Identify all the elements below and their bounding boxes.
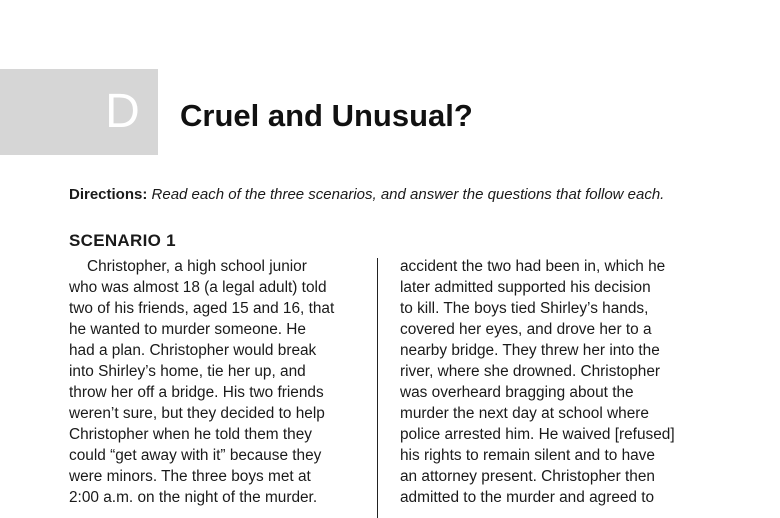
text-line: his rights to remain silent and to have (400, 447, 655, 464)
text-line: 2:00 a.m. on the night of the murder. (69, 489, 318, 506)
directions-text: Read each of the three scenarios, and answer the questions that follow each. (151, 186, 665, 203)
text-line: who was almost 18 (a legal adult) told (69, 279, 327, 296)
text-line: Christopher when he told them they (69, 426, 312, 443)
text-line: he wanted to murder someone. He (69, 321, 306, 338)
page-title: Cruel and Unusual? (180, 98, 473, 133)
text-line: nearby bridge. They threw her into the (400, 342, 660, 359)
text-line: river, where she drowned. Christopher (400, 363, 661, 380)
scenario-heading: SCENARIO 1 (69, 231, 176, 250)
text-line: Christopher, a high school junior (87, 258, 307, 275)
text-line: police arrested him. He waived [refused] (400, 426, 675, 443)
text-line: an attorney present. Christopher then (400, 468, 655, 485)
text-line: weren’t sure, but they decided to help (69, 405, 325, 422)
text-line: covered her eyes, and drove her to a (400, 321, 652, 338)
scenario-text-right-column (400, 256, 700, 508)
text-line: two of his friends, aged 15 and 16, that (69, 300, 335, 317)
text-line: accident the two had been in, which he (400, 258, 666, 275)
directions (69, 184, 759, 206)
text-line: were minors. The three boys met at (69, 468, 311, 485)
column-divider (377, 258, 378, 518)
text-line: was overheard bragging about the (400, 384, 634, 401)
text-line: into Shirley’s home, tie her up, and (69, 363, 306, 380)
text-line: throw her off a bridge. His two friends (69, 384, 324, 401)
text-line: could “get away with it” because they (69, 447, 322, 464)
text-line: murder the next day at school where (400, 405, 649, 422)
scenario-text-left-column (69, 256, 369, 508)
text-line: had a plan. Christopher would break (69, 342, 317, 359)
section-letter: D (105, 85, 140, 138)
directions-label: Directions: (69, 186, 148, 203)
text-line: to kill. The boys tied Shirley’s hands, (400, 300, 649, 317)
text-line: later admitted supported his decision (400, 279, 651, 296)
text-line: admitted to the murder and agreed to (400, 489, 655, 506)
